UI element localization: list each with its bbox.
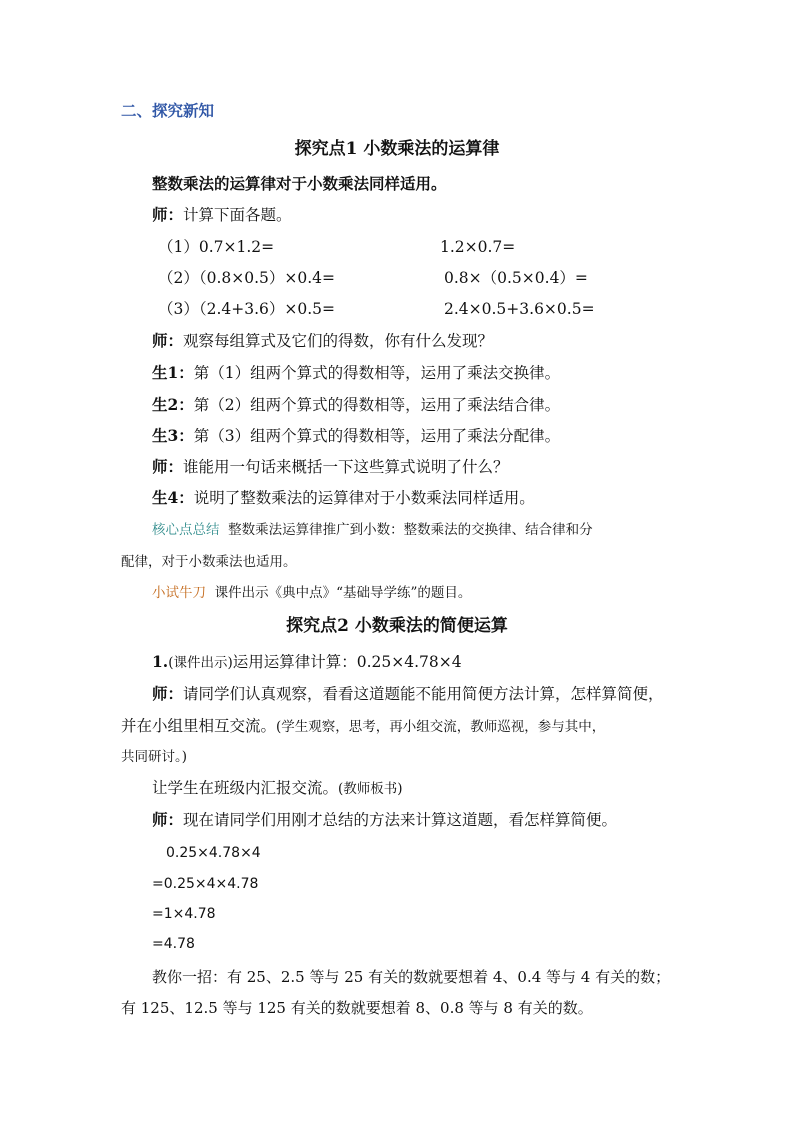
teacher-prompt (152, 204, 292, 226)
point1-intro: 整数乘法的运算律对于小数乘法同样适用。 (152, 174, 447, 193)
dialogue-text: 谁能用一句话来概括一下这些算式说明了什么？ (183, 458, 509, 476)
dialogue-line (152, 487, 535, 509)
speaker-label: 生3： (152, 426, 194, 445)
try-line (152, 582, 471, 604)
dialogue-text: 现在请同学们用刚才总结的方法来计算这道题，看怎样算简便。 (183, 811, 618, 829)
tip-line-2: 有 125、12.5 等与 125 有关的数就要想着 8、0.8 等与 8 有关的数。 (121, 999, 593, 1017)
calc-step: =1×4.78 (152, 906, 216, 922)
try-tag: 小试牛刀 (152, 585, 206, 601)
teacher1-line-1 (152, 683, 664, 705)
teacher1-line-2 (121, 715, 605, 738)
exercise-3-right: 2.4×0.5+3.6×0.5= (444, 300, 595, 318)
summary-text: 整数乘法运算律推广到小数：整数乘法的交换律、结合律和分 (228, 522, 593, 538)
point2-title: 探究点2 小数乘法的简便运算 (286, 616, 508, 636)
question-line (152, 651, 462, 674)
speaker-label: 师： (152, 457, 184, 476)
exercise-1-left: （1）0.7×1.2= (158, 238, 275, 256)
stage-note: (学生观察，思考，再小组交流，教师巡视，参与其中， (276, 719, 606, 735)
dialogue-text: 第（1）组两个算式的得数相等，运用了乘法交换律。 (193, 364, 561, 382)
dialogue-text: 说明了整数乘法的运算律对于小数乘法同样适用。 (193, 489, 535, 507)
report-line (152, 777, 403, 800)
dialogue-line (152, 456, 509, 478)
exercise-2-left: （2）（0.8×0.5）×0.4= (158, 269, 336, 287)
dialogue-text: 并在小组里相互交流。 (121, 717, 277, 735)
exercise-2-right: 0.8×（0.5×0.4）= (444, 269, 588, 287)
try-text: 课件出示《典中点》“基础导学练”的题目。 (214, 585, 472, 601)
question-number: 1. (152, 652, 169, 671)
speaker-label: 生1： (152, 363, 194, 382)
speaker-label: 师： (152, 810, 184, 829)
speaker-label: 师： (152, 205, 184, 224)
teacher2-line (152, 809, 617, 831)
calc-step: =0.25×4×4.78 (152, 876, 259, 892)
summary-tag: 核心点总结 (152, 522, 220, 538)
speaker-label: 生2： (152, 395, 194, 414)
report-text: 让学生在班级内汇报交流。 (152, 779, 339, 797)
speaker-label: 师： (152, 684, 184, 703)
calc-step: 0.25×4.78×4 (166, 845, 261, 861)
point1-title: 探究点1 小数乘法的运算律 (294, 139, 500, 159)
exercise-1-right: 1.2×0.7= (440, 238, 516, 256)
speaker-label: 师： (152, 331, 184, 350)
dialogue-text: 第（2）组两个算式的得数相等，运用了乘法结合律。 (193, 396, 561, 414)
dialogue-text: 第（3）组两个算式的得数相等，运用了乘法分配律。 (193, 427, 561, 445)
summary-line-2: 配律，对于小数乘法也适用。 (121, 554, 297, 570)
dialogue-line (152, 330, 493, 352)
dialogue-text: 计算下面各题。 (183, 206, 292, 224)
dialogue-line (152, 425, 560, 447)
summary-line-1 (152, 519, 593, 541)
teacher1-line-3: 共同研讨。) (121, 749, 188, 765)
dialogue-text: 观察每组算式及它们的得数，你有什么发现？ (183, 332, 494, 350)
exercise-3-left: （3）（2.4+3.6）×0.5= (158, 300, 336, 318)
question-text: 运用运算律计算：0.25×4.78×4 (232, 653, 462, 671)
report-note: (教师板书) (338, 781, 403, 797)
speaker-label: 生4： (152, 488, 194, 507)
question-note: (课件出示) (168, 655, 233, 671)
dialogue-text: 请同学们认真观察，看看这道题能不能用简便方法计算，怎样算简便， (183, 685, 664, 703)
dialogue-line (152, 362, 560, 384)
tip-line-1: 教你一招：有 25、2.5 等与 25 有关的数就要想着 4、0.4 等与 4 有关的数； (152, 968, 671, 986)
calc-step: =4.78 (152, 936, 195, 952)
section-heading: 二、探究新知 (121, 101, 215, 120)
dialogue-line (152, 394, 560, 416)
